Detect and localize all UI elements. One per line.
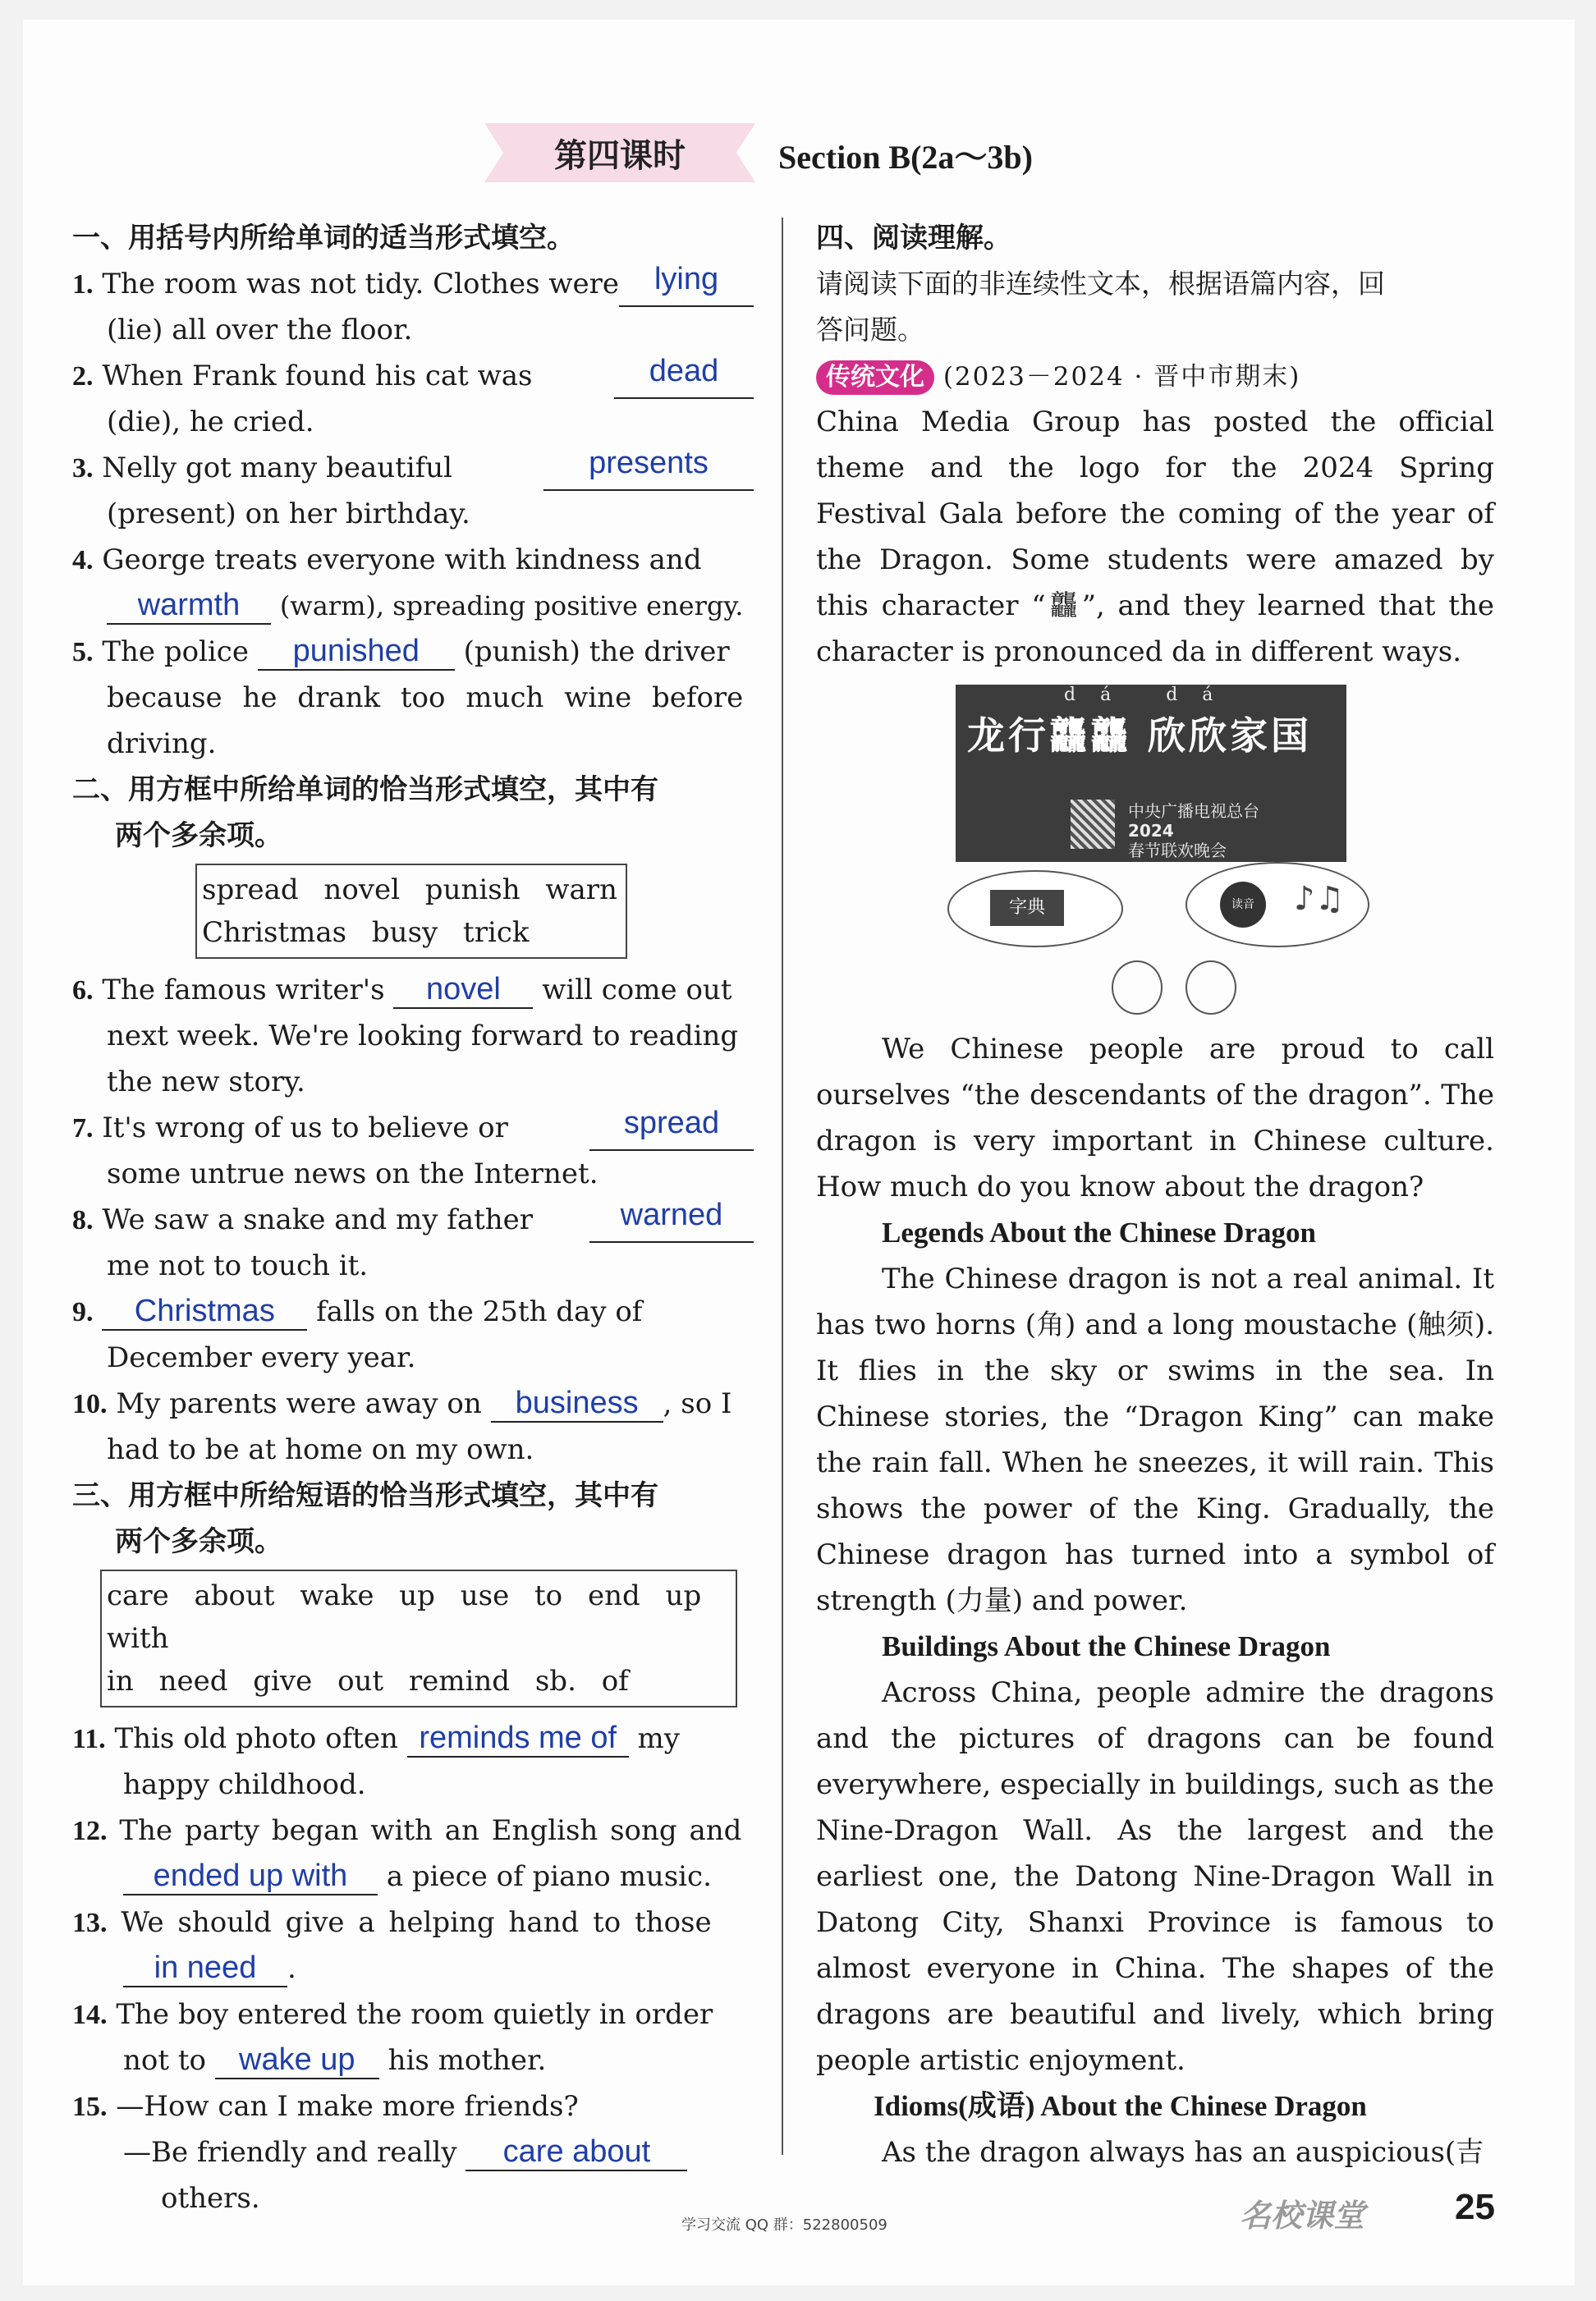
question-3 bbox=[72, 445, 754, 491]
question-9 bbox=[72, 1289, 754, 1335]
poster-logo-icon bbox=[1071, 800, 1115, 849]
passage-intro bbox=[816, 399, 1494, 675]
q14-text: The boy entered the room quietly in order bbox=[116, 1998, 713, 2031]
q6-line3: the new story. bbox=[107, 1066, 305, 1098]
q15-number: 15. bbox=[72, 2092, 108, 2122]
q14-text-mid: not to bbox=[123, 2044, 206, 2077]
thought-bubble-right bbox=[1186, 862, 1369, 947]
question-11 bbox=[72, 1716, 754, 1762]
question-4 bbox=[72, 537, 754, 583]
q15-text: —Be friendly and really bbox=[123, 2136, 457, 2169]
poster-title: 龙行龘龘 欣欣家国 bbox=[967, 713, 1313, 758]
q11-text: This old photo often bbox=[114, 1722, 398, 1755]
q4-text-cont: (warm), spreading positive energy. bbox=[279, 590, 744, 621]
boy-figure-icon bbox=[1186, 960, 1236, 1015]
q2-text-cont: (die), he cried. bbox=[107, 406, 314, 438]
question-5 bbox=[72, 629, 754, 675]
q9-text: falls on the 25th day of bbox=[316, 1295, 643, 1328]
q3-text-cont: (present) on her birthday. bbox=[107, 497, 470, 530]
question-14 bbox=[72, 1992, 754, 2037]
q12-answer[interactable]: ended up with bbox=[123, 1858, 378, 1895]
legends-heading: Legends About the Chinese Dragon bbox=[882, 1217, 1316, 1249]
q7-number: 7. bbox=[72, 1113, 94, 1144]
right-column bbox=[816, 215, 1494, 2175]
part4-intro-cont: 答问题。 bbox=[816, 314, 924, 346]
source-line bbox=[816, 353, 1494, 399]
part3-heading-cont: 两个多余项。 bbox=[115, 1525, 282, 1558]
part3-phrase-box bbox=[100, 1570, 737, 1707]
q15-text-cont: others. bbox=[161, 2182, 260, 2215]
q5-text: The police bbox=[102, 635, 249, 668]
q1-number: 1. bbox=[72, 269, 94, 300]
pronunciation-icon: 读音 bbox=[1220, 882, 1266, 928]
part2-heading-cont: 两个多余项。 bbox=[115, 819, 282, 852]
girl-figure-icon bbox=[1112, 960, 1163, 1015]
q12-text-cont: a piece of piano music. bbox=[386, 1860, 712, 1893]
idioms-heading: Idioms(成语) About the Chinese Dragon bbox=[874, 2090, 1367, 2122]
q4-row2 bbox=[72, 583, 754, 629]
q2-number: 2. bbox=[72, 361, 94, 392]
q10-number: 10. bbox=[72, 1389, 108, 1419]
question-15 bbox=[72, 2083, 754, 2129]
part2-word-box bbox=[195, 864, 627, 959]
part3-heading: 三、用方框中所给短语的恰当形式填空，其中有 bbox=[72, 1479, 658, 1512]
poster-caption-1: 中央广播电视总台 bbox=[1128, 801, 1259, 821]
question-7 bbox=[72, 1105, 754, 1151]
q3-answer[interactable]: presents bbox=[543, 445, 754, 491]
poster-caption bbox=[1128, 801, 1259, 860]
q8-answer[interactable]: warned bbox=[589, 1197, 754, 1243]
column-divider bbox=[782, 218, 783, 2155]
q2-answer[interactable]: dead bbox=[614, 353, 754, 399]
q3-text: Nelly got many beautiful bbox=[102, 451, 453, 484]
passage-p3: The Chinese dragon is not a real animal. It has two horns (角) and a long moustache (触须). It flies in the sky or swims in the sea. In Chinese stories, the “Dragon King” can make the rain fall. When he sneezes, it will rain. This shows the power of the King. Gradually, the Chinese dragon has turned into a symbol of strength (力量) and power. bbox=[816, 1263, 1494, 1617]
q5-answer[interactable]: punished bbox=[258, 633, 455, 671]
passage-p5: As the dragon always has an auspicious(吉 bbox=[882, 2136, 1484, 2169]
exam-source: (2023－2024 · 晋中市期末) bbox=[942, 362, 1301, 392]
question-1 bbox=[72, 261, 754, 307]
question-13 bbox=[72, 1900, 754, 1946]
part4-heading: 四、阅读理解。 bbox=[816, 222, 1011, 254]
section-title: Section B(2a～3b) bbox=[778, 139, 1033, 176]
q10-text-cont: had to be at home on my own. bbox=[107, 1433, 534, 1466]
part4-intro: 请阅读下面的非连续性文本，根据语篇内容，回 bbox=[816, 268, 1385, 300]
q12-number: 12. bbox=[72, 1816, 108, 1846]
q13-answer[interactable]: in need bbox=[123, 1950, 287, 1987]
part1-heading: 一、用括号内所给单词的适当形式填空。 bbox=[72, 222, 575, 254]
q5-number: 5. bbox=[72, 637, 94, 667]
q1-answer[interactable]: lying bbox=[619, 261, 754, 307]
q13-number: 13. bbox=[72, 1908, 108, 1938]
q1-text: The room was not tidy. Clothes were bbox=[102, 268, 620, 300]
poster-pinyin: dá dá bbox=[1064, 685, 1238, 705]
q12-row2 bbox=[72, 1854, 754, 1900]
q4-number: 4. bbox=[72, 545, 94, 575]
thought-bubble-left bbox=[947, 870, 1123, 947]
q11-number: 11. bbox=[72, 1724, 106, 1754]
dictionary-icon: 字典 bbox=[990, 890, 1064, 926]
publisher-logo: 名校课堂 bbox=[1240, 2198, 1365, 2234]
buildings-section bbox=[816, 1670, 1494, 2083]
gala-poster-image bbox=[956, 685, 1346, 862]
q3-number: 3. bbox=[72, 453, 94, 484]
q4-text: George treats everyone with kindness and bbox=[102, 543, 702, 576]
q11-text-cont: happy childhood. bbox=[123, 1768, 366, 1801]
q6-line2: next week. We're looking forward to reading bbox=[107, 1020, 739, 1052]
q15-answer[interactable]: care about bbox=[466, 2134, 687, 2171]
poster-caption-2: 2024 bbox=[1128, 821, 1174, 841]
legends-section bbox=[816, 1256, 1494, 1624]
question-10 bbox=[72, 1381, 754, 1427]
q5-line2: because he drank too much wine before bbox=[107, 681, 744, 714]
question-8 bbox=[72, 1197, 754, 1243]
q15-row2 bbox=[72, 2129, 754, 2175]
q1-text-cont: (lie) all over the floor. bbox=[107, 314, 413, 346]
q11-answer[interactable]: reminds me of bbox=[407, 1720, 629, 1758]
passage-body bbox=[816, 1026, 1494, 1210]
q7-text-cont: some untrue news on the Internet. bbox=[107, 1157, 598, 1190]
left-column bbox=[72, 215, 754, 2221]
question-2 bbox=[72, 353, 754, 399]
q4-answer[interactable]: warmth bbox=[107, 587, 271, 625]
q15-line1: —How can I make more friends? bbox=[116, 2090, 579, 2123]
q14-row2 bbox=[72, 2037, 754, 2083]
poster-caption-3: 春节联欢晚会 bbox=[1128, 841, 1227, 860]
students-cartoon-image bbox=[947, 862, 1374, 1026]
q10-text: My parents were away on bbox=[116, 1387, 482, 1420]
q2-text: When Frank found his cat was bbox=[102, 360, 533, 392]
lesson-header bbox=[0, 99, 1596, 189]
q13-period: . bbox=[287, 1952, 296, 1985]
q6-text-cont: will come out bbox=[542, 974, 732, 1006]
part2-heading: 二、用方框中所给单词的恰当形式填空，其中有 bbox=[72, 773, 658, 806]
q13-text: We should give a helping hand to those bbox=[121, 1906, 712, 1939]
question-6 bbox=[72, 967, 754, 1013]
passage-p4: Across China, people admire the dragons and the pictures of dragons can be found everywhere, especially in buildings, such as the Nine-Dragon Wall. As the largest and the earliest one, the Datong Nine-Dragon Wall in Datong City, Shanxi Province is famous to almost everyone in China. The shapes of the dragons are beautiful and lively, which bring people artistic enjoyment. bbox=[816, 1676, 1494, 2077]
q5-line3: driving. bbox=[107, 727, 217, 760]
q10-text-mid: , so I bbox=[663, 1387, 732, 1420]
buildings-heading: Buildings About the Chinese Dragon bbox=[882, 1630, 1331, 1662]
page-number: 25 bbox=[1455, 2187, 1495, 2227]
q13-row2 bbox=[72, 1946, 754, 1992]
q7-text: It's wrong of us to believe or bbox=[102, 1112, 508, 1144]
q8-text-cont: me not to touch it. bbox=[107, 1249, 369, 1282]
lesson-tag: 第四课时 bbox=[554, 136, 686, 175]
word-box-row-1: spread novel punish warn bbox=[202, 873, 617, 906]
footer-qq-group: 学习交流 QQ 群：522800509 bbox=[681, 2216, 887, 2234]
q14-number: 14. bbox=[72, 2000, 108, 2030]
q10-answer[interactable]: business bbox=[491, 1385, 663, 1423]
phrase-box-row-1: care about wake up use to end up with bbox=[107, 1579, 702, 1655]
culture-badge: 传统文化 bbox=[816, 360, 934, 395]
passage-p1: China Media Group has posted the official theme and the logo for the 2024 Spring Festival Gala before the coming of the year of the Dragon. Some students were amazed by this character “龘”, and they learned that the character is pronounced da in different ways. bbox=[816, 406, 1494, 668]
q9-number: 9. bbox=[72, 1297, 94, 1327]
q14-answer[interactable]: wake up bbox=[215, 2042, 379, 2079]
q9-answer[interactable]: Christmas bbox=[102, 1293, 307, 1331]
q12-text: The party began with an English song and bbox=[119, 1814, 742, 1847]
q6-number: 6. bbox=[72, 975, 94, 1006]
q7-answer[interactable]: spread bbox=[589, 1105, 754, 1151]
q6-answer[interactable]: novel bbox=[393, 971, 533, 1009]
q9-text-cont: December every year. bbox=[107, 1341, 416, 1374]
idioms-section bbox=[816, 2129, 1494, 2175]
q8-number: 8. bbox=[72, 1205, 94, 1235]
q14-text-cont: his mother. bbox=[388, 2044, 547, 2077]
passage-p2: We Chinese people are proud to call ourselves “the descendants of the dragon”. The dragon is very important in Chinese culture. How much do you know about the dragon? bbox=[816, 1033, 1494, 1203]
q5-text-cont: (punish) the driver bbox=[463, 635, 730, 668]
question-12 bbox=[72, 1808, 754, 1854]
q6-text: The famous writer's bbox=[102, 974, 385, 1006]
q11-text-mid: my bbox=[637, 1722, 680, 1755]
q8-text: We saw a snake and my father bbox=[102, 1203, 534, 1236]
word-box-row-2: Christmas busy trick bbox=[202, 916, 530, 949]
phrase-box-row-2: in need give out remind sb. of bbox=[107, 1665, 629, 1698]
music-note-icon: ♪♫ bbox=[1294, 880, 1345, 918]
